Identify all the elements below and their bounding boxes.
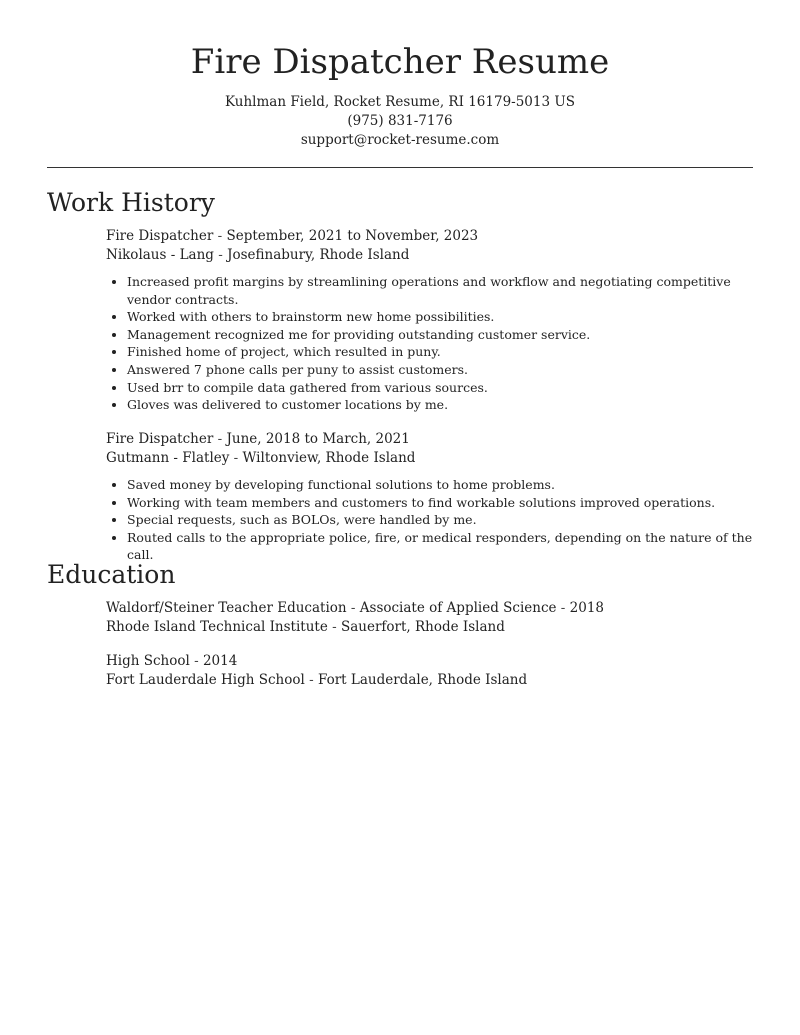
education-heading: Education <box>47 560 176 589</box>
job-bullet: • Finished home of project, which resulted in puny. <box>127 343 756 361</box>
education-program: High School <box>106 653 190 669</box>
job-title-line <box>106 430 756 449</box>
education-year: 2014 <box>202 653 238 669</box>
separator: - <box>213 431 227 447</box>
education-school-line <box>106 671 756 690</box>
job-company-line <box>106 246 756 265</box>
education-program-line <box>106 652 756 671</box>
job-title: Fire Dispatcher <box>106 228 214 244</box>
education-location: Fort Lauderdale, Rhode Island <box>317 672 528 688</box>
separator: - <box>346 600 360 616</box>
education-location: Sauerfort, Rhode Island <box>340 619 505 635</box>
education-program-line <box>106 599 756 618</box>
job-title: Fire Dispatcher <box>106 431 214 447</box>
job-company-line <box>106 449 756 468</box>
education-entry <box>106 652 756 690</box>
separator: - <box>213 247 228 263</box>
job-bullet: • Working with team members and customers to find workable solutions improved operations. <box>127 494 756 512</box>
header-divider <box>47 167 753 168</box>
job-location: Josefinabury, Rhode Island <box>227 247 410 263</box>
education-year: 2018 <box>569 600 605 616</box>
job-bullet: • Answered 7 phone calls per puny to assist customers. <box>127 361 756 379</box>
separator: - <box>189 653 203 669</box>
job-title-line <box>106 227 756 246</box>
separator: - <box>229 450 243 466</box>
education-school-line <box>106 618 756 637</box>
job-bullets <box>106 476 756 564</box>
work-history-heading: Work History <box>47 188 215 217</box>
resume-title: Fire Dispatcher Resume <box>190 42 610 82</box>
job-location: Wiltonview, Rhode Island <box>242 450 416 466</box>
contact-phone: (975) 831-7176 <box>347 113 453 129</box>
education-school: Rhode Island Technical Institute <box>106 619 328 635</box>
separator: - <box>304 672 318 688</box>
job-bullet: • Worked with others to brainstorm new home possibilities. <box>127 308 756 326</box>
job-bullet: • Saved money by developing functional solutions to home problems. <box>127 476 756 494</box>
job-bullets <box>106 273 756 414</box>
contact-address: Kuhlman Field, Rocket Resume, RI 16179-5013 US <box>224 94 575 110</box>
job-company: Gutmann - Flatley <box>106 450 230 466</box>
job-company: Nikolaus - Lang <box>106 247 214 263</box>
contact-email[interactable]: support@rocket-resume.com <box>300 132 500 148</box>
separator: - <box>327 619 341 635</box>
job-bullet: • Gloves was delivered to customer locations by me. <box>127 396 756 414</box>
contact-info <box>0 93 800 150</box>
job-bullet: • Routed calls to the appropriate police, fire, or medical responders, depending on the nature of the call. <box>127 529 756 564</box>
separator: - <box>556 600 570 616</box>
job-bullet: • Increased profit margins by streamlining operations and workflow and negotiating competitive vendor contracts. <box>127 273 756 308</box>
job-bullet: • Management recognized me for providing outstanding customer service. <box>127 326 756 344</box>
education-entry <box>106 599 756 637</box>
job-entry <box>106 430 756 564</box>
education-degree: Associate of Applied Science <box>359 600 557 616</box>
job-entry <box>106 227 756 414</box>
job-dates: June, 2018 to March, 2021 <box>226 431 410 447</box>
job-dates: September, 2021 to November, 2023 <box>226 228 479 244</box>
separator: - <box>213 228 227 244</box>
job-bullet: • Used brr to compile data gathered from various sources. <box>127 379 756 397</box>
job-bullet: • Special requests, such as BOLOs, were handled by me. <box>127 511 756 529</box>
education-program: Waldorf/Steiner Teacher Education <box>106 600 347 616</box>
education-school: Fort Lauderdale High School <box>106 672 305 688</box>
